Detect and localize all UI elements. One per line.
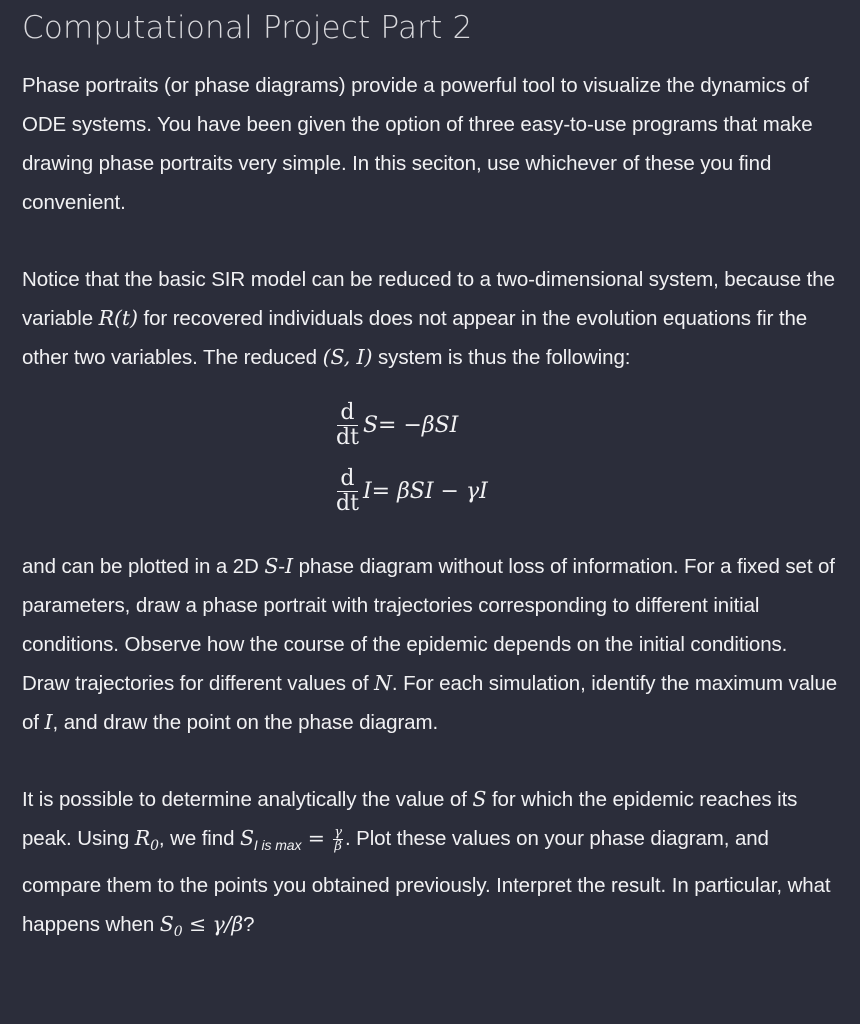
text-span: system is thus the following: bbox=[372, 346, 631, 369]
page-title: Computational Project Part 2 bbox=[22, 10, 473, 46]
math-s-i-pair: (S, I) bbox=[322, 345, 373, 369]
equation-block bbox=[22, 399, 838, 539]
text-span: Notice that the basic SIR model can be reduced to a two-dimensional system, because the variable bbox=[22, 268, 835, 330]
equation-i: $\frac{d}{dt}$ I = βSI − γI bbox=[336, 466, 488, 516]
sir-paragraph bbox=[22, 260, 838, 377]
phase-diagram-paragraph: and can be plotted in a 2D S-I phase diagram without loss of information. For a fixed set of parameters, draw a phase portrait with trajectories corresponding to different initial conditions. Observe how the course of the epidemic depends on the initial conditions. Draw trajectories for different values of N. For each simulation, identify the maximum value of I, and draw the point on the phase diagram. bbox=[22, 554, 838, 734]
derivative-fraction: $\frac{d}{dt}$ bbox=[336, 400, 359, 450]
derivative-fraction: $\frac{d}{dt}$ bbox=[336, 466, 359, 516]
text-span: for recovered individuals does not appear in the evolution equations fir the other two variables. The reduced bbox=[22, 307, 808, 369]
intro-paragraph: Phase portraits (or phase diagrams) provide a powerful tool to visualize the dynamics of ODE systems. You have been given the option of three easy-to-use programs that make drawing phase portraits very simple. In this seciton, use whichever of these you find convenient. bbox=[22, 74, 813, 214]
analytic-paragraph: It is possible to determine analytically the value of S for which the epidemic reaches its peak. Using $R_0$, we find $S_{I is max}$ = $\frac{\gamma}{\beta}$ . Plot these values on your phase diagram, and compare them to the points you obtained previously. Interpret the result. In particular, what happens when $S_0 \le \gamma/\beta$? bbox=[22, 787, 831, 940]
math-r-of-t: R(t) bbox=[98, 306, 138, 330]
gamma-over-beta-fraction: $\frac{\gamma}{\beta}$ bbox=[334, 825, 342, 855]
equation-s: $\frac{d}{dt}$ S = −βSI bbox=[336, 400, 459, 450]
